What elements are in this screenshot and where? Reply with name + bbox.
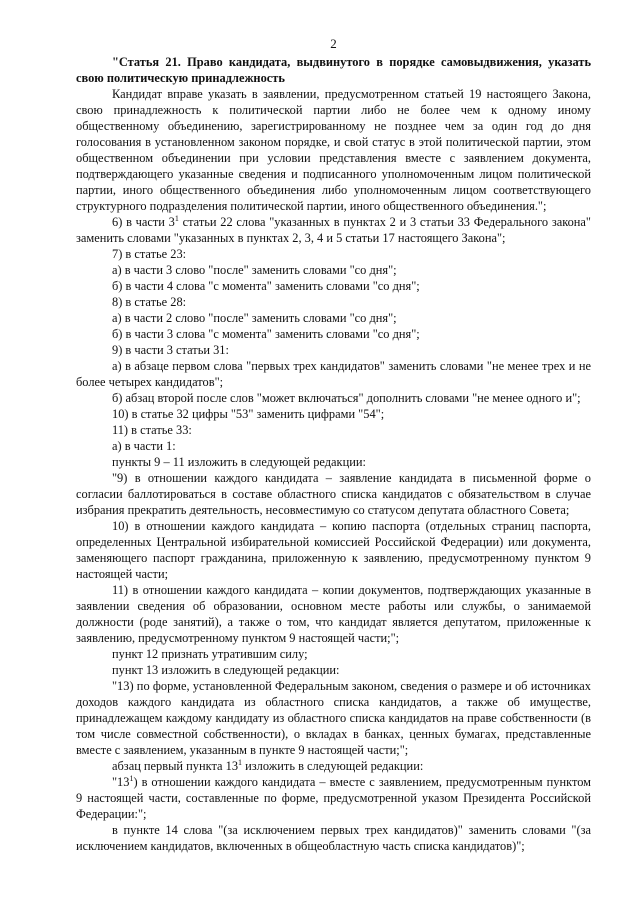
paragraph: 11) в статье 33: [112,423,192,437]
paragraph [76,758,591,774]
paragraph: 7) в статье 23: [112,247,187,261]
paragraph [76,214,591,246]
paragraph: 11) в отношении каждого кандидата – копии документов, подтверждающих указанные в заявлении сведения об образовании, основном месте работы или службы, о занимаемой должности (роде занятий), а также о том, что кандидат является депутатом, приложенные к заявлению, предусмотренному пунктом 9 настоящей части;"; [76,583,591,645]
paragraph [76,774,591,822]
paragraph: в пункте 14 слова "(за исключением первых трех кандидатов)" заменить словами "(за исключением кандидатов, включенных в общеобластную часть списка кандидатов)"; [76,823,591,853]
superscript: 1 [174,213,179,223]
paragraph: "9) в отношении каждого кандидата – заявление кандидата в письменной форме о согласии баллотироваться в составе областного списка кандидатов с обязательством в случае избрания прекратить деятельность, несовместимую со статусом депутата областного Совета; [76,471,591,517]
paragraph: а) в части 1: [112,439,176,453]
paragraph: б) в части 3 слова "с момента" заменить словами "со дня"; [112,327,420,341]
paragraph-text: "13 [112,775,130,789]
superscript: 1 [238,757,243,767]
paragraph-text: ) в отношении каждого кандидата – вместе с заявлением, предусмотренным пунктом 9 настоящей части, составленные по форме, предусмотренной указом Президента Российской Федерации:"; [76,775,591,821]
paragraph: Кандидат вправе указать в заявлении, предусмотренном статьей 19 настоящего Закона, свою принадлежность к политической партии либо не более чем к одному иному общественному объединению, зарегистрированному не позднее чем за один год до дня голосования в установленном законом порядке, и свой статус в этой политической партии, этом общественном объединении при условии представления вместе с заявлением документа, подтверждающего указанные сведения и подписанного уполномоченным лицом политической партии, иного общественного объединения либо уполномоченным лицом соответствующего структурного подразделения политической партии, иного общественного объединения."; [76,87,591,213]
paragraph: "13) по форме, установленной Федеральным законом, сведения о размере и об источниках доходов каждого кандидата из областного списка кандидатов, а также об имуществе, принадлежащем каждому кандидату из областного списка кандидатов на праве собственности (в том числе совместной собственности), о вкладах в банках, ценных бумагах, представленные вместе с заявлением, указанным в пункте 9 настоящей части;"; [76,679,591,757]
paragraph: пункт 13 изложить в следующей редакции: [112,663,340,677]
paragraph: б) в части 4 слова "с момента" заменить словами "со дня"; [112,279,420,293]
paragraph: пункт 12 признать утратившим силу; [112,647,308,661]
page-number: 2 [330,36,337,51]
paragraph-text: статьи 22 слова "указанных в пунктах 2 и 3 статьи 33 Федерального закона" заменить словами "указанных в пунктах 2, 3, 4 и 5 статьи 17 настоящего Закона"; [76,215,591,245]
paragraph-text: 6) в части 3 [112,215,175,229]
paragraph: 9) в части 3 статьи 31: [112,343,229,357]
paragraph: 10) в отношении каждого кандидата – копию паспорта (отдельных страниц паспорта, определенных Центральной избирательной комиссией Российской Федерации) или документа, заменяющего паспорт гражданина, приложенную к заявлению, предусмотренному пунктом 9 настоящей части; [76,519,591,581]
paragraph: а) в части 2 слово "после" заменить словами "со дня"; [112,311,397,325]
paragraph-text: абзац первый пункта 13 [112,759,239,773]
paragraph: б) абзац второй после слов "может включаться" дополнить словами "не менее одного и"; [112,391,581,405]
paragraph: а) в абзаце первом слова "первых трех кандидатов" заменить словами "не менее трех и не более четырех кандидатов"; [76,359,591,389]
paragraph: 8) в статье 28: [112,295,187,309]
paragraph: а) в части 3 слово "после" заменить словами "со дня"; [112,263,397,277]
document-body [76,54,591,854]
paragraph-text: изложить в следующей редакции: [242,759,424,773]
superscript: 1 [129,773,134,783]
paragraph: пункты 9 – 11 изложить в следующей редакции: [112,455,366,469]
article-heading: "Статья 21. Право кандидата, выдвинутого в порядке самовыдвижения, указать свою политическую принадлежность [76,55,591,85]
paragraph: 10) в статье 32 цифры "53" заменить цифрами "54"; [112,407,385,421]
